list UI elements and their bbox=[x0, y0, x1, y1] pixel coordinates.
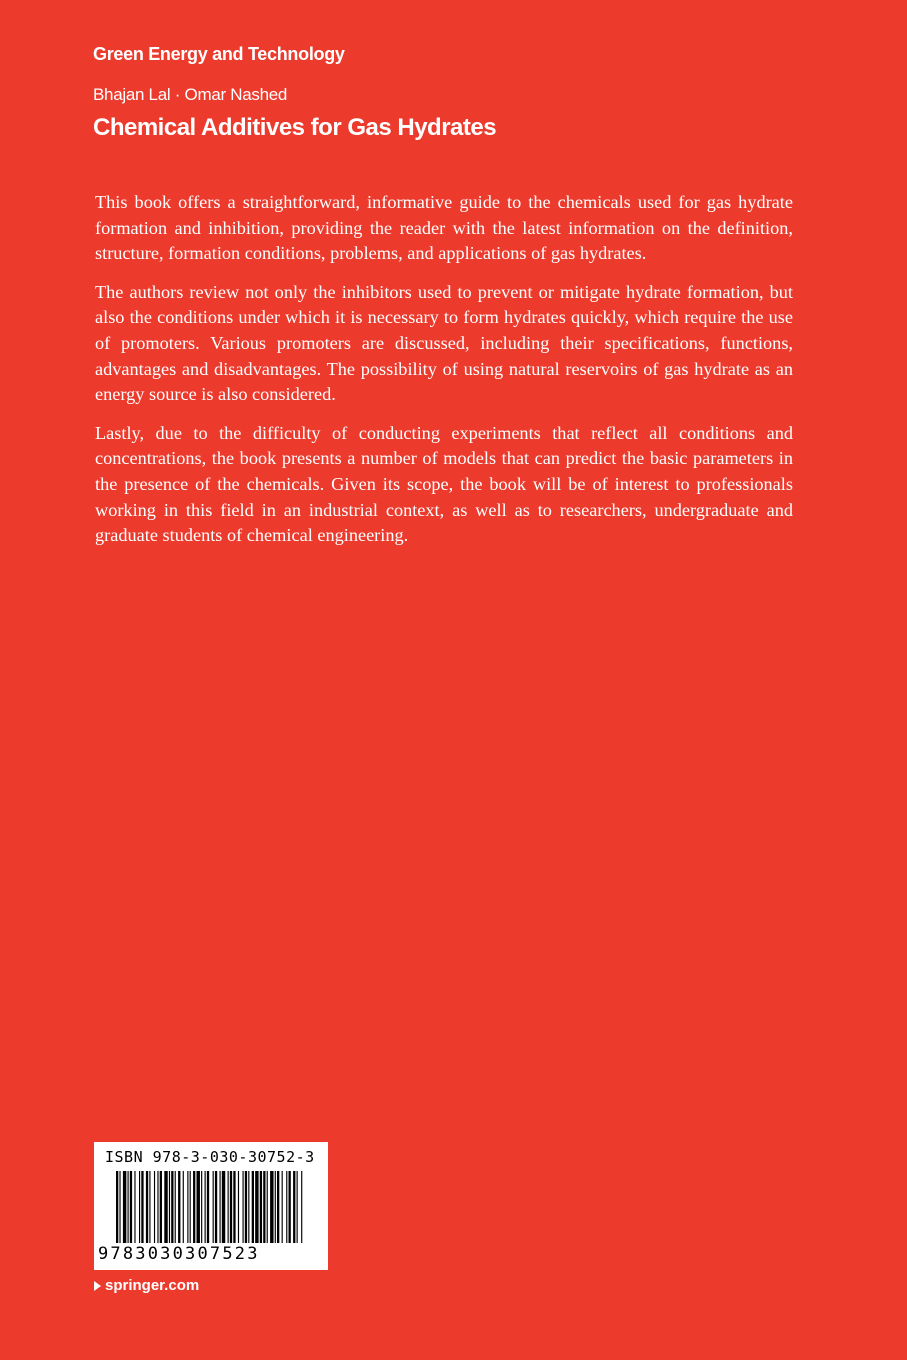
barcode-bar bbox=[301, 1171, 302, 1243]
barcode-bar bbox=[193, 1171, 195, 1243]
barcode-bar bbox=[243, 1171, 244, 1243]
barcode-bar bbox=[267, 1171, 268, 1243]
barcode-bar bbox=[275, 1171, 276, 1243]
barcode-bar bbox=[149, 1171, 150, 1243]
barcode-bar bbox=[228, 1171, 229, 1243]
barcode-bar bbox=[286, 1171, 287, 1243]
barcode-bar bbox=[220, 1171, 221, 1243]
barcode-bar bbox=[116, 1171, 118, 1243]
barcode-digits: 9783030307523 bbox=[98, 1244, 260, 1264]
publisher-link[interactable] bbox=[94, 1277, 199, 1294]
barcode-bar bbox=[233, 1171, 235, 1243]
barcode-bar bbox=[248, 1171, 249, 1243]
barcode-bar bbox=[263, 1171, 265, 1243]
barcode-bar bbox=[183, 1171, 184, 1243]
barcode-bar bbox=[169, 1171, 170, 1243]
blurb bbox=[95, 190, 793, 562]
barcode-bar bbox=[139, 1171, 140, 1243]
arrow-right-icon bbox=[94, 1281, 101, 1291]
barcode-panel bbox=[94, 1142, 328, 1270]
barcode-bar bbox=[130, 1171, 132, 1243]
barcode-bar bbox=[187, 1171, 188, 1243]
barcode-bar bbox=[277, 1171, 279, 1243]
barcode-bar bbox=[230, 1171, 232, 1243]
barcode-bar bbox=[297, 1171, 298, 1243]
barcode-bar bbox=[157, 1171, 158, 1243]
series-name: Green Energy and Technology bbox=[93, 44, 345, 64]
barcode-bar bbox=[164, 1171, 167, 1243]
barcode-bar bbox=[270, 1171, 273, 1243]
barcode-bar bbox=[197, 1171, 200, 1243]
barcode-bar bbox=[154, 1171, 155, 1243]
authors: Bhajan Lal · Omar Nashed bbox=[93, 85, 288, 104]
barcode-bar bbox=[175, 1171, 176, 1243]
publisher-link-label: springer.com bbox=[105, 1277, 200, 1294]
barcode-bar bbox=[207, 1171, 209, 1243]
blurb-paragraph-1: This book offers a straightforward, informative guide to the chemicals used for gas hydrate formation and inhibition, providing the reader with the latest information on the definition, structure, formation conditions, problems, and applications of gas hydrates. bbox=[95, 192, 793, 264]
blurb-paragraph-3: Lastly, due to the difficulty of conducting experiments that reflect all conditions and concentrations, the book presents a number of models that can predict the basic parameters in the presence of the chemicals. Given its scope, the book will be of interest to professionals working in this field in an industrial context, as well as to researchers, undergraduate and graduate students of chemical engineering. bbox=[95, 422, 793, 546]
barcode-bar bbox=[255, 1171, 258, 1243]
barcode-bar bbox=[238, 1171, 239, 1243]
barcode-bar bbox=[245, 1171, 247, 1243]
barcode-bar bbox=[293, 1171, 295, 1243]
barcode-bar bbox=[171, 1171, 173, 1243]
book-title: Chemical Additives for Gas Hydrates bbox=[93, 114, 497, 141]
barcode-bar bbox=[123, 1171, 126, 1243]
barcode-bar bbox=[282, 1171, 283, 1243]
barcode-bar bbox=[190, 1171, 191, 1243]
barcode-bar bbox=[215, 1171, 217, 1243]
barcode-bar bbox=[128, 1171, 129, 1243]
barcode-bar bbox=[119, 1171, 120, 1243]
barcode-bar bbox=[289, 1171, 291, 1243]
barcode-bar bbox=[213, 1171, 214, 1243]
barcode-bar bbox=[146, 1171, 148, 1243]
barcode-bar bbox=[134, 1171, 135, 1243]
barcode-bar bbox=[252, 1171, 254, 1243]
barcode-bar bbox=[201, 1171, 202, 1243]
isbn-label: ISBN 978-3-030-30752-3 bbox=[105, 1148, 315, 1166]
barcode-bar bbox=[160, 1171, 162, 1243]
barcode-bar bbox=[141, 1171, 143, 1243]
barcode-bar bbox=[222, 1171, 225, 1243]
barcode-bar bbox=[260, 1171, 262, 1243]
barcode-bar bbox=[205, 1171, 206, 1243]
barcode-bar bbox=[178, 1171, 180, 1243]
barcode-bars bbox=[116, 1171, 306, 1243]
blurb-paragraph-2: The authors review not only the inhibitors used to prevent or mitigate hydrate formation, but also the conditions under which it is necessary to form hydrates quickly, which require the use of promoters. Various promoters are discussed, including their specifications, functions, advantages and disadvantages. The possibility of using natural reservoirs of gas hydrate as an energy source is also considered. bbox=[95, 281, 793, 405]
